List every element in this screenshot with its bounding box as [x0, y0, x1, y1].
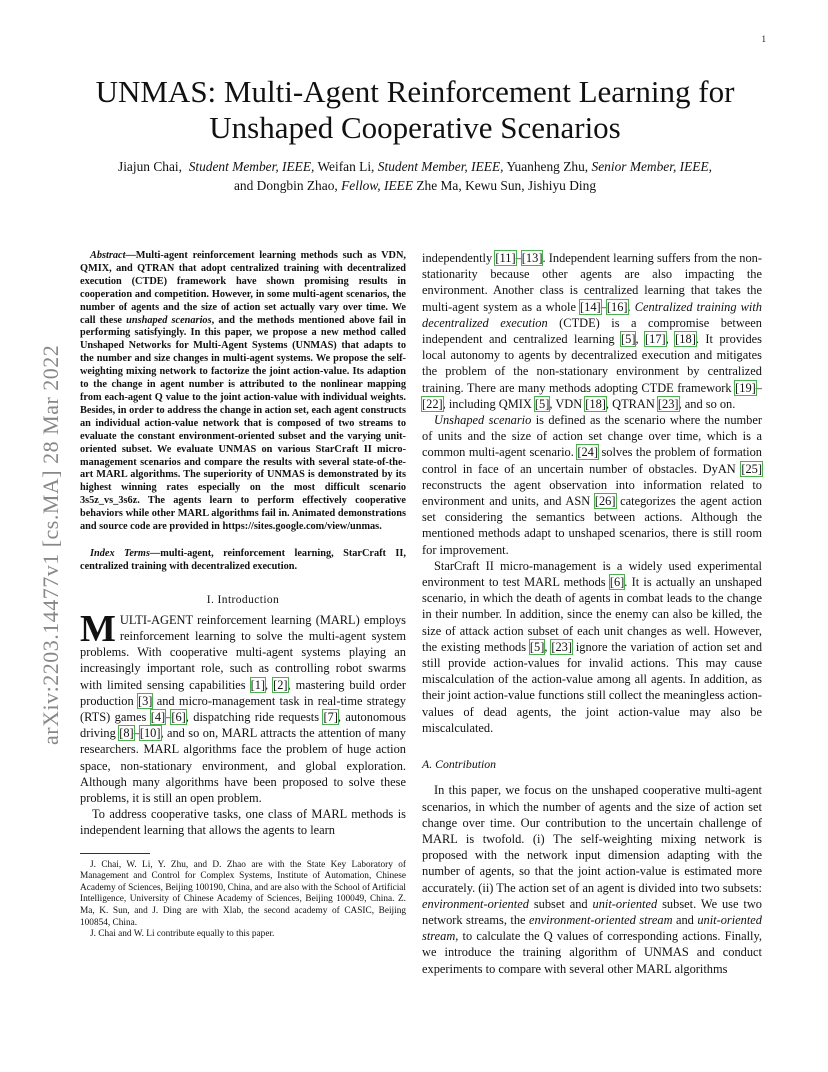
citation-link[interactable]: [16]	[606, 299, 628, 314]
author-2: Weifan Li,	[317, 159, 375, 174]
right-text: (CTDE) is a compromise between independent and centralized learning	[422, 315, 762, 347]
right-text: ,	[544, 639, 552, 654]
citation-link[interactable]: [7]	[323, 709, 338, 724]
authors-line-2	[60, 176, 770, 195]
intro-text-e: , autonomous driving	[80, 709, 406, 741]
intro-paragraph-2: To address cooperative tasks, one class of MARL methods is independent learning that allows the agents to learn	[80, 807, 406, 838]
author-4-role: Fellow, IEEE	[341, 178, 413, 193]
right-paragraph-1: independently [11]–[13]. Independent learning suffers from the non-stationarity because other agents are also impacting the environment. Another class is centralized learning that takes the multi-agent system as a whole [14]–[16]. Centralized training with decentralized execution (CTDE) is a compromise between independent and centralized learning [5], [17], [18]. It provides local autonomy to agents by decentralized execution and mitigates the problem of the non-stationary environment by centralized training. There are many methods adopting CTDE framework [19]–[22], including QMIX [5], VDN [18], QTRAN [23], and so on.	[422, 251, 763, 411]
author-list	[60, 157, 770, 195]
author-3-role: Senior Member, IEEE,	[591, 159, 712, 174]
ctde-emphasis: Centralized training with decentralized execution	[422, 299, 762, 330]
right-text: In this paper, we focus on the unshaped cooperative multi-agent scenarios, in which the number of agents and the size of action set change over time. Our contribution to the uncertain challenge of MARL is twofold. (i) The self-weighting mixing network is proposed with the network input dimension adapting with the number of agents, so that the joint action-value is estimated more accurately. (ii) The action set of an agent is divided into two subsets:	[422, 783, 762, 895]
citation-link[interactable]: [23]	[551, 639, 572, 654]
intro-text-a: ULTI-AGENT reinforcement learning (MARL) employs reinforcement learning to solve the multi-agent system problems. With cooperative multi-agent systems playing an increasingly important role, such as controlling robot swarms with limited sensing capabilities	[80, 612, 406, 692]
right-text: . It is actually an unshaped scenario, in which the death of agents in combat leads to the change in their number. In addition, since the enemy can also be killed, the size of attack action subset of each unit changes as well. However, the existing methods	[422, 575, 762, 654]
drop-cap: M	[80, 607, 116, 650]
citation-link[interactable]: [24]	[577, 445, 598, 460]
section-heading-introduction: I. Introduction	[206, 593, 280, 606]
paper-title	[60, 74, 770, 146]
citation-link[interactable]: [5]	[534, 396, 550, 411]
range-dash: –	[133, 726, 140, 741]
intro-paragraph-1: MULTI-AGENT reinforcement learning (MARL) employs reinforcement learning to solve the multi-agent system problems. With cooperative multi-agent systems playing an increasingly important role, such as controlling robot swarms with limited sensing capabilities [1], [2], mastering build order production [3] and micro-management task in real-time strategy (RTS) games [4]–[6], dispatching ride requests [7], autonomous driving [8]–[10], and so on, MARL attracts the attention of many researchers. MARL algorithms face the problem of huge action space, non-stationary environment, and global exploration. Although many algorithms have been proposed to solve these problems, it is still an open problem.	[80, 607, 406, 805]
citation-link[interactable]: [18]	[585, 396, 606, 411]
range-dash: –	[755, 380, 762, 395]
citation-link[interactable]: [18]	[675, 332, 696, 347]
unit-oriented-emphasis: unit-oriented	[592, 896, 658, 911]
range-dash: –	[515, 251, 522, 265]
authors-rest: Zhe Ma, Kewu Sun, Jishiyu Ding	[416, 178, 597, 193]
author-4: and Dongbin Zhao,	[233, 178, 338, 193]
unshaped-emphasis: Unshaped scenario	[434, 413, 532, 428]
citation-link[interactable]: [6]	[609, 575, 625, 590]
citation-link[interactable]: [19]	[735, 380, 756, 395]
env-oriented-emphasis: environment-oriented	[422, 896, 529, 911]
right-text: StarCraft II micro-management is a widely used experimental environment to test MARL methods	[422, 558, 762, 590]
abstract-label: Abstract	[90, 250, 126, 261]
right-text: categorizes the agent action set considering the semantics between actions. Although the mentioned methods adapt to unshaped scenarios, there is still room for improvement.	[422, 494, 762, 557]
right-paragraph-2	[422, 412, 762, 558]
footnote-equal-contribution: J. Chai and W. Li contribute equally to this paper.	[90, 929, 275, 940]
citation-link[interactable]: [14]	[580, 299, 601, 314]
citation-link[interactable]: [26]	[594, 494, 616, 509]
author-2-role: Student Member, IEEE,	[377, 159, 504, 174]
footnote-affiliations: J. Chai, W. Li, Y. Zhu, and D. Zhao are with the State Key Laboratory of Management and Control for Complex Systems, Institute of Automation, Chinese Academy of Sciences, Beijing 100190, China, and are also with the School of Artificial Intelligence, University of Chinese Academy of Sciences, Beijing 100049, China. Z. Ma, K. Sun, and J. Ding are with Xlab, the second academy of CASIC, Beijing 100854, China.	[80, 859, 406, 928]
subsection-heading-contribution: A. Contribution	[422, 757, 497, 772]
right-text: . It provides local autonomy to agents by decentralized execution and mitigates the problem of the non-stationary environment by centralized training. There are many methods adopting CTDE framework	[422, 332, 762, 395]
citation-link[interactable]: [25]	[741, 461, 762, 476]
right-text: , VDN	[549, 396, 586, 411]
right-text: and	[672, 912, 698, 927]
intro-text-b: , mastering build order production	[80, 677, 406, 708]
author-1: Jiajun Chai,	[118, 159, 182, 174]
range-dash: –	[600, 299, 607, 314]
range-dash: –	[165, 709, 172, 724]
intro-text-d: , dispatching ride requests	[185, 709, 324, 724]
right-text: subset and	[528, 896, 593, 911]
author-1-role: Student Member, IEEE,	[188, 159, 315, 174]
abstract-text-1: —Multi-agent reinforcement learning methods such as VDN, QMIX, and QTRAN that adopt centralized training with decentralized execution (CTDE) framework have shown promising results in cooperation and competition. However, in some multi-agent scenarios, the number of agents and the size of action set actually vary over time. We call these	[80, 250, 406, 326]
right-text: solves the problem of formation control in face of an uncertain number of obstacles. DyAN	[422, 445, 763, 476]
unit-stream-emphasis: unit-oriented stream	[422, 912, 763, 944]
right-text: ignore the variation of action set and still provide action-values for invalid actions. This may cause miscalculation of the action-value among all agents. In addition, as their joint action-value functions still collect the meaningless action-values of dead agents, the joint action-value may also be miscalculated.	[422, 639, 763, 735]
intro-text-f: , and so on, MARL attracts the attention of many researchers. MARL algorithms face the problem of huge action space, non-stationary environment, and global exploration. Although many algorithms have been proposed to solve these problems, it is still an open problem.	[80, 726, 406, 805]
right-text: independently	[422, 251, 496, 265]
arxiv-stamp-text: arXiv:2203.14477v1 [cs.MA] 28 Mar 2022	[38, 344, 63, 745]
right-paragraph-3	[422, 558, 762, 736]
author-3: Yuanheng Zhu,	[506, 159, 589, 174]
right-column	[422, 250, 762, 977]
citation-link[interactable]: [1]	[250, 677, 266, 692]
right-text: , to calculate the Q values of corresponding actions. Finally, we introduce the training algorithm of UNMAS and conduct experiments to compare with several other MARL algorithms	[422, 929, 762, 976]
abstract	[80, 250, 406, 534]
authors-line-1	[60, 157, 770, 176]
right-text: , including QMIX	[442, 396, 535, 411]
index-terms	[80, 548, 406, 574]
citation-link[interactable]: [13]	[521, 251, 543, 265]
citation-link[interactable]: [5]	[621, 332, 636, 347]
right-text: subset. We use two network streams, the	[422, 896, 762, 927]
citation-link[interactable]: [2]	[273, 677, 288, 692]
right-text: is defined as the scenario where the number of units and the size of action set change over time, which is a common multi-agent scenario.	[422, 413, 762, 460]
citation-link[interactable]: [10]	[139, 726, 161, 741]
right-text: , QTRAN	[605, 396, 658, 411]
intro-text-c: and micro-management task in real-time strategy (RTS) games	[80, 693, 406, 724]
arxiv-stamp	[18, 255, 63, 745]
env-stream-emphasis: environment-oriented stream	[528, 912, 673, 927]
citation-link[interactable]: [4]	[150, 709, 166, 724]
index-terms-text: —multi-agent, reinforcement learning, StarCraft II, centralized training with decentralized execution.	[80, 547, 406, 572]
abstract-text-2: , and the methods mentioned above fail in performing satisfyingly. In this paper, we propose a new method called Unshaped Networks for Multi-Agent Systems (UNMAS) that adapts to the number and size changes in multi-agent systems. We propose the self-weighting mixing network to factorize the joint action-value. Its adaption to the change in agent number is attributed to the nonlinear mapping from each-agent Q value to the joint action-value with individual weights. Besides, in order to address the change in action set, each agent constructs an individual action-value network that is composed of two streams to evaluate the constant environment-oriented subset and the varying unit-oriented subset. We evaluate UNMAS on various StarCraft II micro-management scenarios and compare the results with several state-of-the-art MARL algorithms. The superiority of UNMAS is demonstrated by its highest winning rates especially on the most difficult scenario 3s5z_vs_3s6z. The agents learn to perform effectively cooperative behaviors while other MARL algorithms fail in. Animated demonstrations and source code are provided in https://sites.google.com/view/unmas.	[80, 314, 406, 533]
citation-link[interactable]: [22]	[422, 396, 443, 411]
right-text: .	[627, 299, 635, 314]
title-line-2: Unshaped Cooperative Scenarios	[209, 110, 621, 145]
left-column	[80, 250, 406, 941]
abstract-emphasis: unshaped scenarios	[126, 314, 212, 326]
citation-link[interactable]: [23]	[657, 396, 679, 411]
page-number: 1	[761, 34, 766, 44]
citation-link[interactable]: [3]	[137, 693, 153, 708]
citation-link[interactable]: [5]	[529, 639, 545, 654]
right-text: . Independent learning suffers from the non-stationarity because other agents are also impacting the environment. Another class is centralized learning that takes the multi-agent system as a whole	[422, 251, 763, 314]
citation-link[interactable]: [6]	[171, 709, 186, 724]
citation-link[interactable]: [17]	[645, 332, 666, 347]
right-text: reconstructs the agent observation into information related to environment and units, and ASN	[422, 477, 762, 509]
footnote-divider	[80, 853, 150, 854]
contribution-paragraph	[422, 782, 762, 976]
introduction-body	[80, 607, 406, 839]
citation-link[interactable]: [11]	[495, 251, 516, 265]
right-text: , and so on.	[678, 396, 736, 411]
title-line-1: UNMAS: Multi-Agent Reinforcement Learning for	[95, 74, 735, 109]
citation-link[interactable]: [8]	[119, 726, 134, 741]
index-terms-label: Index Terms	[90, 547, 150, 559]
